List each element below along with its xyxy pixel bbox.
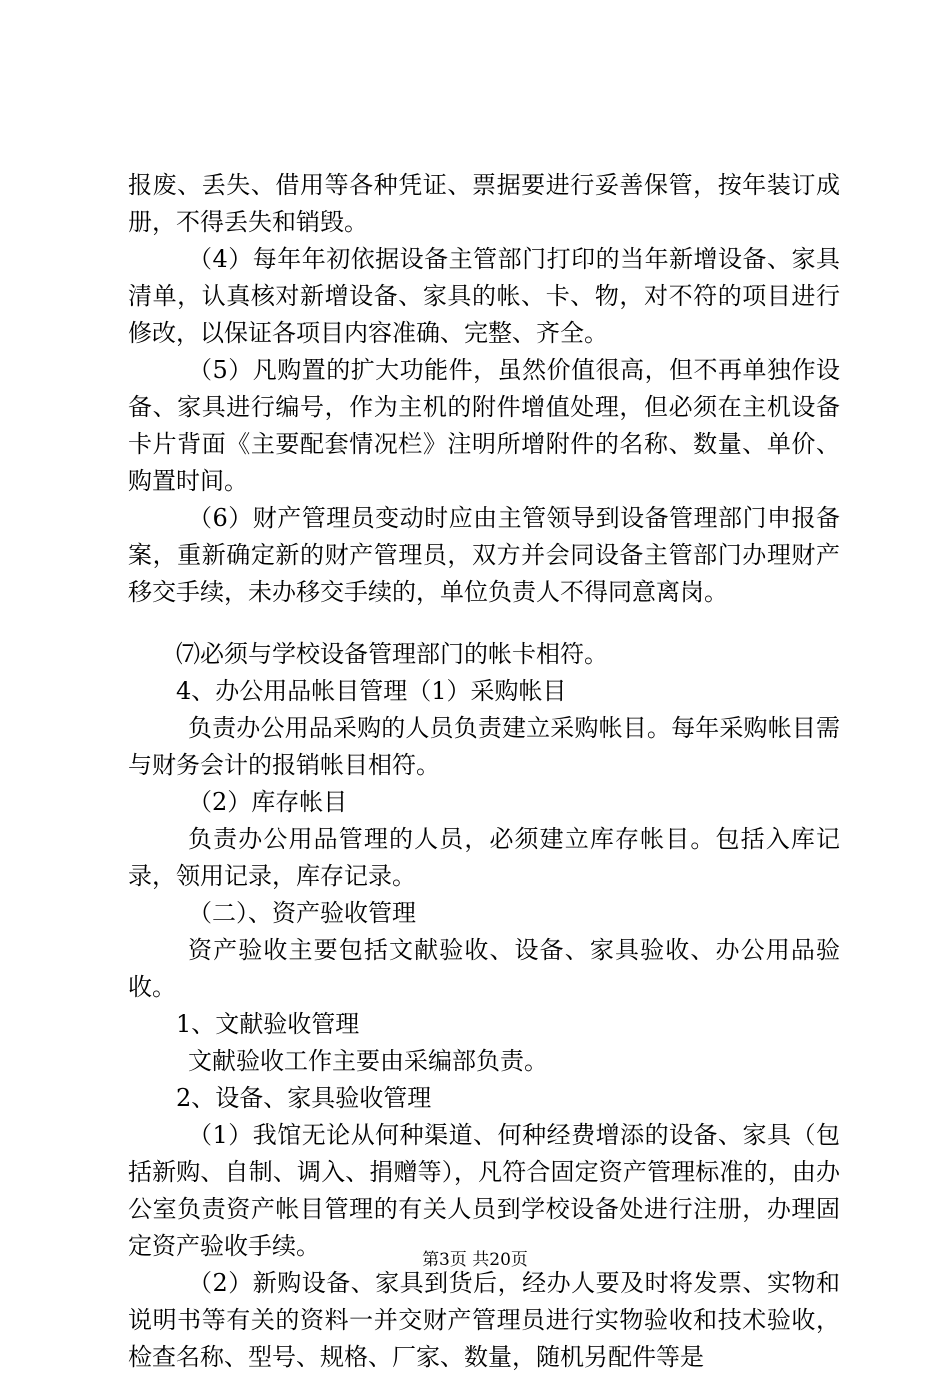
paragraph-item-6: （6）财产管理员变动时应由主管领导到设备管理部门申报备案，重新确定新的财产管理员，双方并会同设备主管部门办理财产移交手续，未办移交手续的，单位负责人不得同意离岗。: [128, 504, 840, 606]
paragraph-continuation: 报废、丢失、借用等各种凭证、票据要进行妥善保管，按年装订成册，不得丢失和销毁。: [128, 171, 840, 236]
paragraph-item-4: （4）每年年初依据设备主管部门打印的当年新增设备、家具清单，认真核对新增设备、家具的帐、卡、物，对不符的项目进行修改，以保证各项目内容准确、完整、齐全。: [128, 245, 840, 347]
paragraph-literature-acceptance: 文献验收工作主要由采编部负责。: [188, 1047, 548, 1075]
paragraph-equipment-item-1: （1）我馆无论从何种渠道、何种经费增添的设备、家具（包括新购、自制、调入、捐赠等），凡符合固定资产管理标准的，由办公室负责资产帐目管理的有关人员到学校设备处进行注册，办理固定资产验收手续。: [128, 1121, 840, 1260]
section-heading-asset-acceptance: （二）、资产验收管理: [188, 899, 416, 927]
subheading-equipment-acceptance: 2、设备、家具验收管理: [176, 1084, 432, 1112]
paragraph-asset-acceptance: 资产验收主要包括文献验收、设备、家具验收、办公用品验收。: [128, 936, 840, 1001]
section-heading-office-supplies: 4、办公用品帐目管理（1）采购帐目: [176, 677, 567, 705]
paragraph-purchase-accounts: 负责办公用品采购的人员负责建立采购帐目。每年采购帐目需与财务会计的报销帐目相符。: [128, 714, 840, 779]
subheading-literature-acceptance: 1、文献验收管理: [176, 1010, 360, 1038]
page-footer: 第3页 共20页: [422, 1250, 528, 1270]
document-body: [128, 167, 840, 1376]
paragraph-equipment-item-2: （2）新购设备、家具到货后，经办人要及时将发票、实物和说明书等有关的资料一并交财产管理员进行实物验收和技术验收，检查名称、型号、规格、厂家、数量，随机另配件等是: [128, 1269, 840, 1371]
subheading-inventory-accounts: （2）库存帐目: [188, 788, 348, 816]
paragraph-item-7: ⑺必须与学校设备管理部门的帐卡相符。: [176, 640, 608, 668]
paragraph-inventory-accounts: 负责办公用品管理的人员，必须建立库存帐目。包括入库记录，领用记录，库存记录。: [128, 825, 840, 890]
paragraph-item-5: （5）凡购置的扩大功能件，虽然价值很高，但不再单独作设备、家具进行编号，作为主机的附件增值处理，但必须在主机设备卡片背面《主要配套情况栏》注明所增附件的名称、数量、单价、购置时间。: [128, 356, 840, 495]
